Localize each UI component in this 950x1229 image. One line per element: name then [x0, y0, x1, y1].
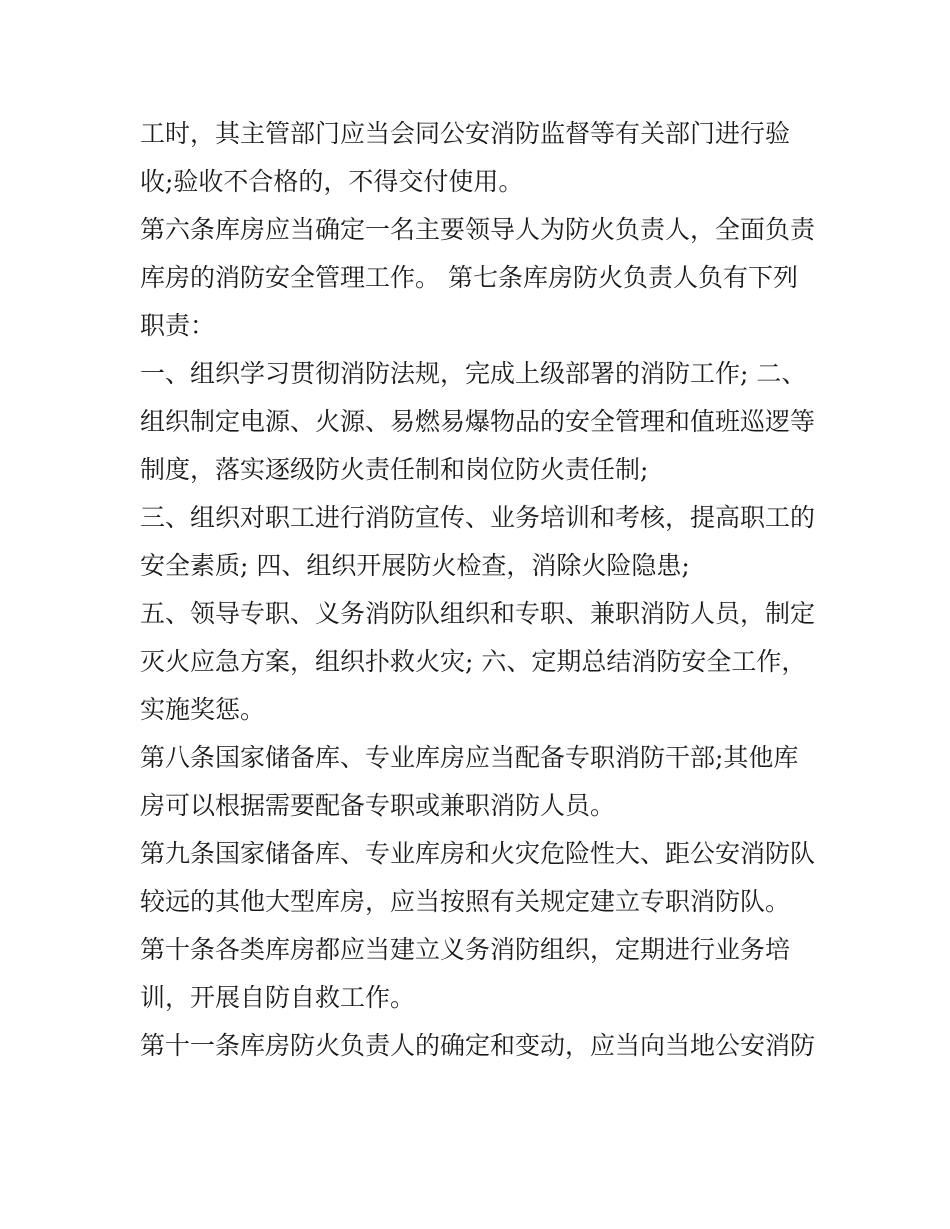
text-line: 工时，其主管部门应当会同公安消防监督等有关部门进行验 [140, 119, 791, 148]
text-line: 第十一条库房防火负责人的确定和变动，应当向当地公安消防 [140, 1031, 816, 1060]
text-line: 第六条库房应当确定一名主要领导人为防火负责人，全面负责 [140, 215, 816, 244]
text-line: 训，开展自防自救工作。 [140, 983, 416, 1012]
text-line: 实施奖惩。 [140, 695, 266, 724]
text-line: 较远的其他大型库房，应当按照有关规定建立专职消防队。 [140, 887, 791, 916]
text-line: 一、组织学习贯彻消防法规，完成上级部署的消防工作; 二、 [140, 359, 807, 388]
text-line: 房可以根据需要配备专职或兼职消防人员。 [140, 791, 616, 820]
text-line: 第八条国家储备库、专业库房应当配备专职消防干部;其他库 [140, 743, 799, 772]
text-line: 五、领导专职、义务消防队组织和专职、兼职消防人员，制定 [140, 599, 816, 628]
text-line: 制度，落实逐级防火责任制和岗位防火责任制; [140, 455, 649, 484]
document-body [140, 110, 820, 1070]
text-line: 第九条国家储备库、专业库房和火灾危险性大、距公安消防队 [140, 839, 816, 868]
text-line: 职责： [140, 311, 216, 340]
text-line: 收;验收不合格的，不得交付使用。 [140, 167, 524, 196]
text-line: 三、组织对职工进行消防宣传、业务培训和考核，提高职工的 [140, 503, 816, 532]
text-line: 灭火应急方案，组织扑救火灾; 六、定期总结消防安全工作， [140, 647, 807, 676]
text-line: 组织制定电源、火源、易燃易爆物品的安全管理和值班巡逻等 [140, 407, 816, 436]
text-line: 安全素质; 四、组织开展防火检查，消除火险隐患; [140, 551, 690, 580]
text-line: 库房的消防安全管理工作。 第七条库房防火负责人负有下列 [140, 263, 798, 292]
text-line: 第十条各类库房都应当建立义务消防组织，定期进行业务培 [140, 935, 791, 964]
